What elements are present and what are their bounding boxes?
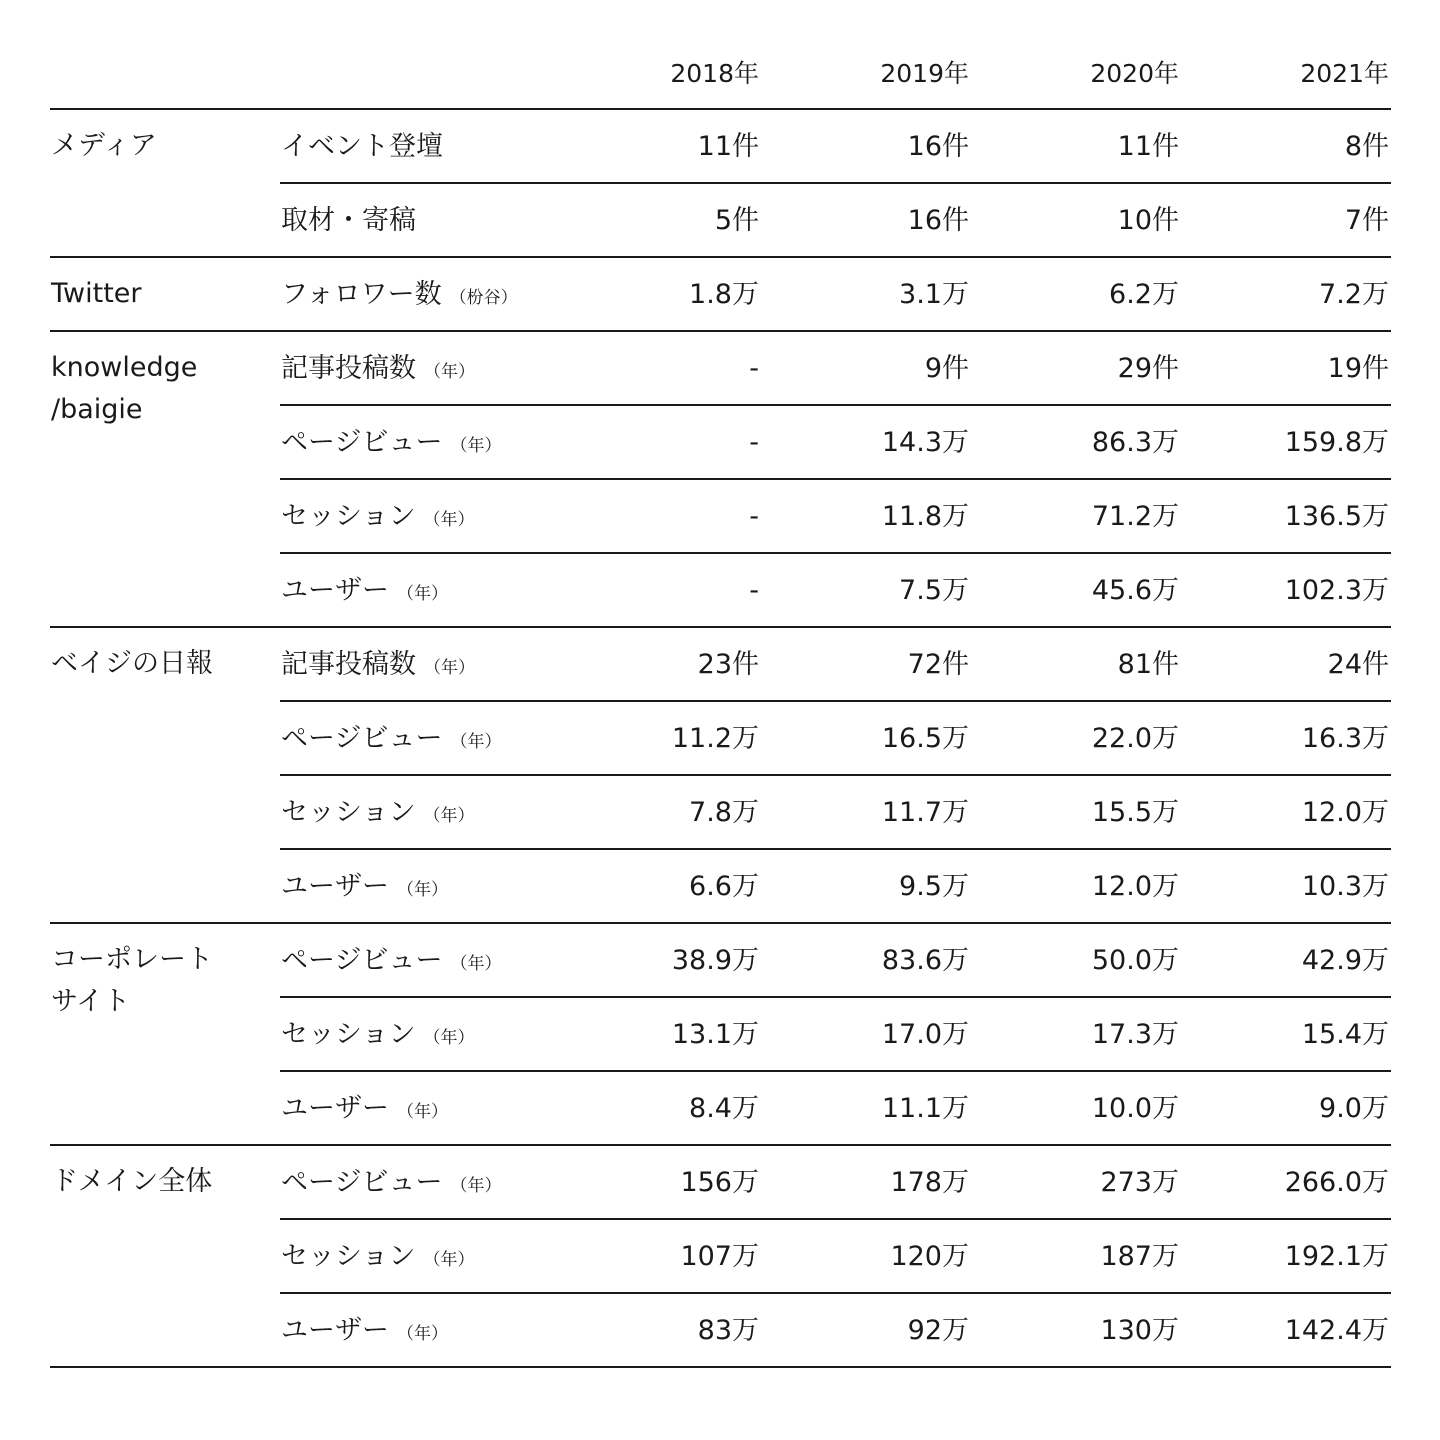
value-cell: 11.7万 <box>881 797 969 828</box>
value-cell: 107万 <box>680 1241 759 1272</box>
category-label: コーポレート サイト <box>51 944 213 1017</box>
metric-label <box>281 577 448 604</box>
row-rule <box>280 552 1391 554</box>
metric-note: （年） <box>450 1176 502 1196</box>
value-cell: 156万 <box>680 1167 759 1198</box>
metric-name: ユーザー <box>281 575 389 606</box>
metric-label <box>281 1317 448 1344</box>
metric-name: セッション <box>281 1241 416 1272</box>
value-cell: 159.8万 <box>1284 427 1389 458</box>
metric-name: ユーザー <box>281 1093 389 1124</box>
value-cell: 7.5万 <box>899 575 969 606</box>
metric-label <box>281 725 501 752</box>
metric-note: （年） <box>450 732 502 752</box>
metric-note: （年） <box>450 954 502 974</box>
value-cell: 15.5万 <box>1091 797 1179 828</box>
value-cell: 14.3万 <box>881 427 969 458</box>
metric-note: （年） <box>397 880 448 900</box>
metric-label <box>281 799 474 826</box>
value-cell: 11件 <box>1117 131 1179 162</box>
value-cell: 273万 <box>1100 1167 1179 1198</box>
value-cell: 11.1万 <box>881 1093 969 1124</box>
row-rule <box>280 848 1391 850</box>
metric-name: ユーザー <box>281 1315 389 1346</box>
metric-label <box>281 1095 448 1122</box>
value-cell: 72件 <box>907 649 969 680</box>
value-cell: 19件 <box>1327 353 1389 384</box>
metric-name: ページビュー <box>281 1167 443 1198</box>
value-cell: 6.6万 <box>689 871 759 902</box>
value-cell: 16件 <box>907 131 969 162</box>
value-cell: 266.0万 <box>1284 1167 1389 1198</box>
value-cell: - <box>749 427 759 458</box>
value-cell: 7件 <box>1344 205 1389 236</box>
value-cell: 9.5万 <box>899 871 969 902</box>
value-cell: 10.0万 <box>1091 1093 1179 1124</box>
metric-note: （年） <box>450 436 502 456</box>
value-cell: 6.2万 <box>1109 279 1179 310</box>
value-cell: 81件 <box>1117 649 1179 680</box>
metric-name: セッション <box>281 797 416 828</box>
value-cell: 38.9万 <box>671 945 759 976</box>
category-label: メディア <box>51 130 157 161</box>
value-cell: 192.1万 <box>1284 1241 1389 1272</box>
value-cell: 29件 <box>1117 353 1179 384</box>
value-cell: 17.0万 <box>881 1019 969 1050</box>
value-cell: - <box>749 575 759 606</box>
metric-note: （年） <box>423 510 475 530</box>
year-header: 2021年 <box>1300 59 1389 88</box>
year-header: 2018年 <box>670 59 759 88</box>
value-cell: 11.8万 <box>881 501 969 532</box>
category-label: knowledge /baigie <box>51 352 198 425</box>
value-cell: 16.5万 <box>881 723 969 754</box>
metric-name: 取材・寄稿 <box>281 205 416 236</box>
value-cell: 3.1万 <box>899 279 969 310</box>
metric-name: フォロワー数 <box>281 279 442 310</box>
value-cell: 15.4万 <box>1301 1019 1389 1050</box>
value-cell: 17.3万 <box>1091 1019 1179 1050</box>
value-cell: 136.5万 <box>1284 501 1389 532</box>
metric-name: ページビュー <box>281 723 443 754</box>
value-cell: 86.3万 <box>1091 427 1179 458</box>
row-rule <box>280 478 1391 480</box>
value-cell: 45.6万 <box>1091 575 1179 606</box>
row-rule <box>280 774 1391 776</box>
metric-name: 記事投稿数 <box>281 649 416 680</box>
value-cell: 10.3万 <box>1301 871 1389 902</box>
group-rule <box>50 256 1391 258</box>
row-rule <box>280 1292 1391 1294</box>
group-rule <box>50 1144 1391 1146</box>
metric-name: セッション <box>281 1019 416 1050</box>
value-cell: 142.4万 <box>1284 1315 1389 1346</box>
value-cell: 92万 <box>907 1315 969 1346</box>
category-label: ドメイン全体 <box>51 1166 213 1197</box>
metric-note: （年） <box>397 584 448 604</box>
value-cell: 9.0万 <box>1319 1093 1389 1124</box>
metric-note: （年） <box>397 1324 448 1344</box>
value-cell: - <box>749 353 759 384</box>
metric-note: （年） <box>423 806 475 826</box>
group-rule <box>50 922 1391 924</box>
value-cell: 7.8万 <box>689 797 759 828</box>
value-cell: 11.2万 <box>671 723 759 754</box>
value-cell: 8件 <box>1344 131 1389 162</box>
metric-note: （枌谷） <box>449 288 518 308</box>
row-rule <box>280 1070 1391 1072</box>
value-cell: 16件 <box>907 205 969 236</box>
row-rule <box>280 404 1391 406</box>
value-cell: 5件 <box>714 205 759 236</box>
value-cell: 83万 <box>697 1315 759 1346</box>
value-cell: 130万 <box>1100 1315 1179 1346</box>
value-cell: 13.1万 <box>671 1019 759 1050</box>
metric-note: （年） <box>397 1102 448 1122</box>
row-rule <box>280 1218 1391 1220</box>
row-rule <box>280 700 1391 702</box>
value-cell: 83.6万 <box>881 945 969 976</box>
metric-name: 記事投稿数 <box>281 353 416 384</box>
metric-note: （年） <box>424 362 475 382</box>
metric-note: （年） <box>423 1028 475 1048</box>
value-cell: 178万 <box>890 1167 969 1198</box>
value-cell: 23件 <box>697 649 759 680</box>
header-rule <box>50 108 1391 110</box>
value-cell: 102.3万 <box>1284 575 1389 606</box>
metric-label <box>281 1169 501 1196</box>
value-cell: 7.2万 <box>1319 279 1389 310</box>
row-rule <box>280 182 1391 184</box>
metric-name: イベント登壇 <box>281 131 443 162</box>
value-cell: 10件 <box>1117 205 1179 236</box>
value-cell: 22.0万 <box>1091 723 1179 754</box>
value-cell: 11件 <box>697 131 759 162</box>
value-cell: 187万 <box>1100 1241 1179 1272</box>
value-cell: 42.9万 <box>1301 945 1389 976</box>
metric-label <box>281 133 443 160</box>
metric-label <box>281 873 448 900</box>
metric-name: ページビュー <box>281 945 443 976</box>
metric-name: セッション <box>281 501 416 532</box>
metric-name: ページビュー <box>281 427 443 458</box>
metric-name: ユーザー <box>281 871 389 902</box>
value-cell: 12.0万 <box>1091 871 1179 902</box>
value-cell: 9件 <box>924 353 969 384</box>
value-cell: 71.2万 <box>1091 501 1179 532</box>
metric-label <box>281 429 501 456</box>
value-cell: 1.8万 <box>689 279 759 310</box>
value-cell: 120万 <box>890 1241 969 1272</box>
metric-label <box>281 355 475 382</box>
group-rule <box>50 626 1391 628</box>
value-cell: - <box>749 501 759 532</box>
metric-label <box>281 281 518 308</box>
group-rule <box>50 330 1391 332</box>
category-label: Twitter <box>51 278 142 309</box>
metric-label <box>281 947 501 974</box>
metric-label <box>281 651 475 678</box>
year-header: 2020年 <box>1090 59 1179 88</box>
metric-label <box>281 207 416 234</box>
value-cell: 24件 <box>1327 649 1389 680</box>
metric-note: （年） <box>423 1250 475 1270</box>
metric-label <box>281 503 474 530</box>
value-cell: 50.0万 <box>1091 945 1179 976</box>
value-cell: 16.3万 <box>1301 723 1389 754</box>
row-rule <box>280 996 1391 998</box>
group-rule <box>50 1366 1391 1368</box>
metric-note: （年） <box>424 658 475 678</box>
metric-label <box>281 1021 474 1048</box>
value-cell: 12.0万 <box>1301 797 1389 828</box>
value-cell: 8.4万 <box>689 1093 759 1124</box>
metric-label <box>281 1243 474 1270</box>
category-label: ベイジの日報 <box>51 648 213 679</box>
year-header: 2019年 <box>880 59 969 88</box>
